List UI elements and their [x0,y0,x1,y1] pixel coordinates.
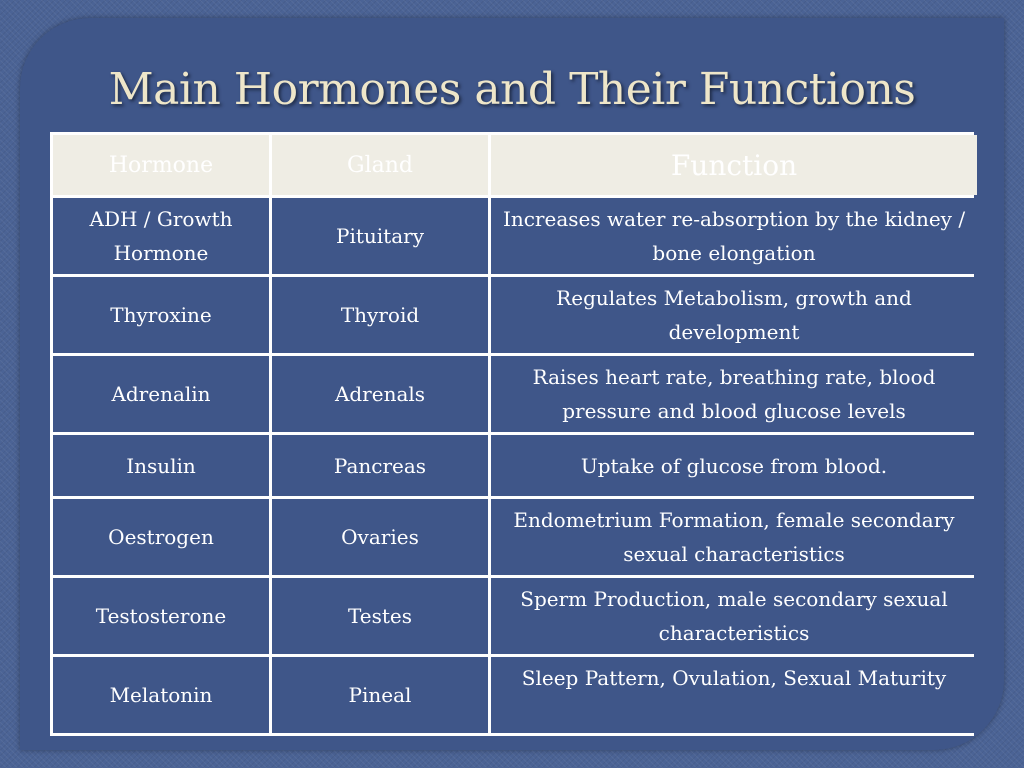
table-row [53,435,977,496]
slide-title: Main Hormones and Their Functions [108,64,916,115]
cell-gland: Pancreas [272,435,488,496]
table-header-row [53,135,977,195]
cell-function: Endometrium Formation, female secondary sexual characteristics [491,499,977,575]
cell-function: Regulates Metabolism, growth and development [491,277,977,353]
table-row [53,657,977,733]
header-hormone: Hormone [53,135,269,195]
cell-hormone: ADH / Growth Hormone [53,198,269,274]
cell-hormone: Testosterone [53,578,269,654]
cell-hormone: Thyroxine [53,277,269,353]
cell-function: Sperm Production, male secondary sexual characteristics [491,578,977,654]
hormone-table-container [50,132,974,736]
cell-hormone: Melatonin [53,657,269,733]
header-gland: Gland [272,135,488,195]
cell-hormone: Insulin [53,435,269,496]
cell-gland: Testes [272,578,488,654]
table-row [53,578,977,654]
cell-function: Raises heart rate, breathing rate, blood pressure and blood glucose levels [491,356,977,432]
cell-gland: Ovaries [272,499,488,575]
cell-function: Increases water re-absorption by the kidney / bone elongation [491,198,977,274]
hormone-table [50,132,980,736]
header-function: Function [491,135,977,195]
table-row [53,277,977,353]
cell-gland: Thyroid [272,277,488,353]
cell-hormone: Adrenalin [53,356,269,432]
cell-gland: Pineal [272,657,488,733]
table-row [53,356,977,432]
table-row [53,198,977,274]
cell-function: Uptake of glucose from blood. [491,435,977,496]
cell-hormone: Oestrogen [53,499,269,575]
cell-gland: Pituitary [272,198,488,274]
cell-gland: Adrenals [272,356,488,432]
cell-function: Sleep Pattern, Ovulation, Sexual Maturity [491,657,977,733]
table-row [53,499,977,575]
